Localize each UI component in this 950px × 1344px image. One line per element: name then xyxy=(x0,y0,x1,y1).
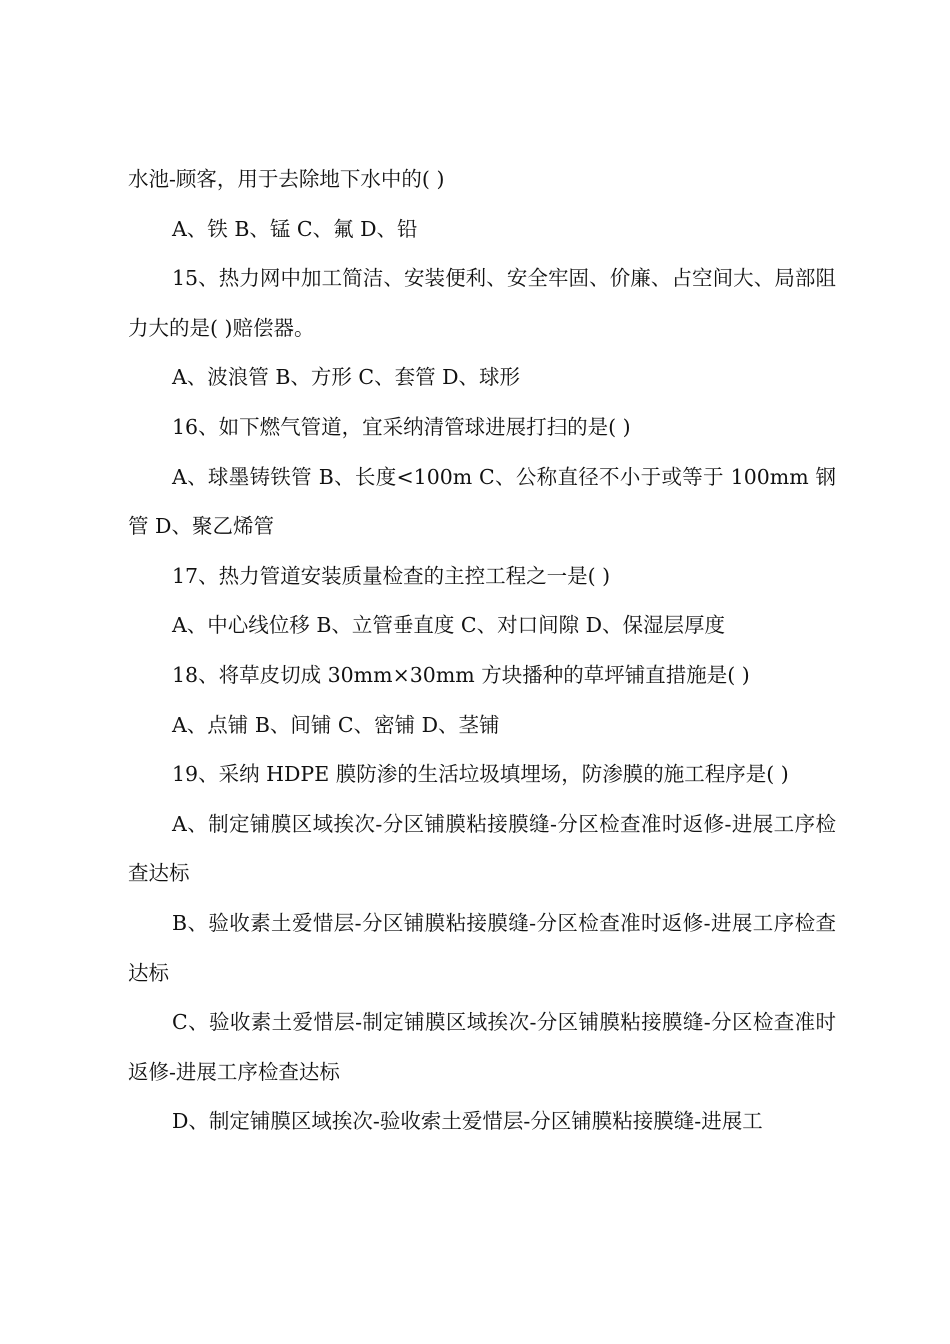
paragraph-continuation: 水池-顾客，用于去除地下水中的( ) xyxy=(128,167,445,191)
option-b: B、验收素土爱惜层-分区铺膜粘接膜缝-分区检查准时返修-进展工序检查达标 xyxy=(128,910,836,985)
question-17: 17、热力管道安装质量检查的主控工程之一是( ) xyxy=(172,563,611,588)
option-line: A、中心线位移 B、立管垂直度 C、对口间隙 D、保湿层厚度 xyxy=(172,613,726,638)
option-c: C、验收素土爱惜层-制定铺膜区域挨次-分区铺膜粘接膜缝-分区检查准时返修-进展工序检查达标 xyxy=(128,1010,836,1084)
question-18: 18、将草皮切成 30mm×30mm 方块播种的草坪铺直措施是( ) xyxy=(172,662,750,687)
option-d: D、制定铺膜区域挨次-验收索土爱惜层-分区铺膜粘接膜缝-进展工 xyxy=(172,1109,763,1134)
option-line: A、波浪管 B、方形 C、套管 D、球形 xyxy=(172,365,521,390)
question-16: 16、如下燃气管道，宜采纳清管球进展打扫的是( ) xyxy=(172,414,631,439)
option-line: A、球墨铸铁管 B、长度<100m C、公称直径不小于或等于 100mm 钢管 D、聚乙烯管 xyxy=(128,464,836,539)
option-a: A、制定铺膜区域挨次-分区铺膜粘接膜缝-分区检查准时返修-进展工序检查达标 xyxy=(128,811,836,886)
option-line: A、点铺 B、间铺 C、密铺 D、茎铺 xyxy=(172,712,500,737)
option-line: A、铁 B、锰 C、氟 D、铅 xyxy=(172,216,418,241)
question-19: 19、采纳 HDPE 膜防渗的生活垃圾填埋场，防渗膜的施工程序是( ) xyxy=(172,762,789,787)
question-15: 15、热力网中加工简洁、安装便利、安全牢固、价廉、占空间大、局部阻力大的是( )赔偿器。 xyxy=(128,266,836,340)
document-body xyxy=(128,155,836,1147)
